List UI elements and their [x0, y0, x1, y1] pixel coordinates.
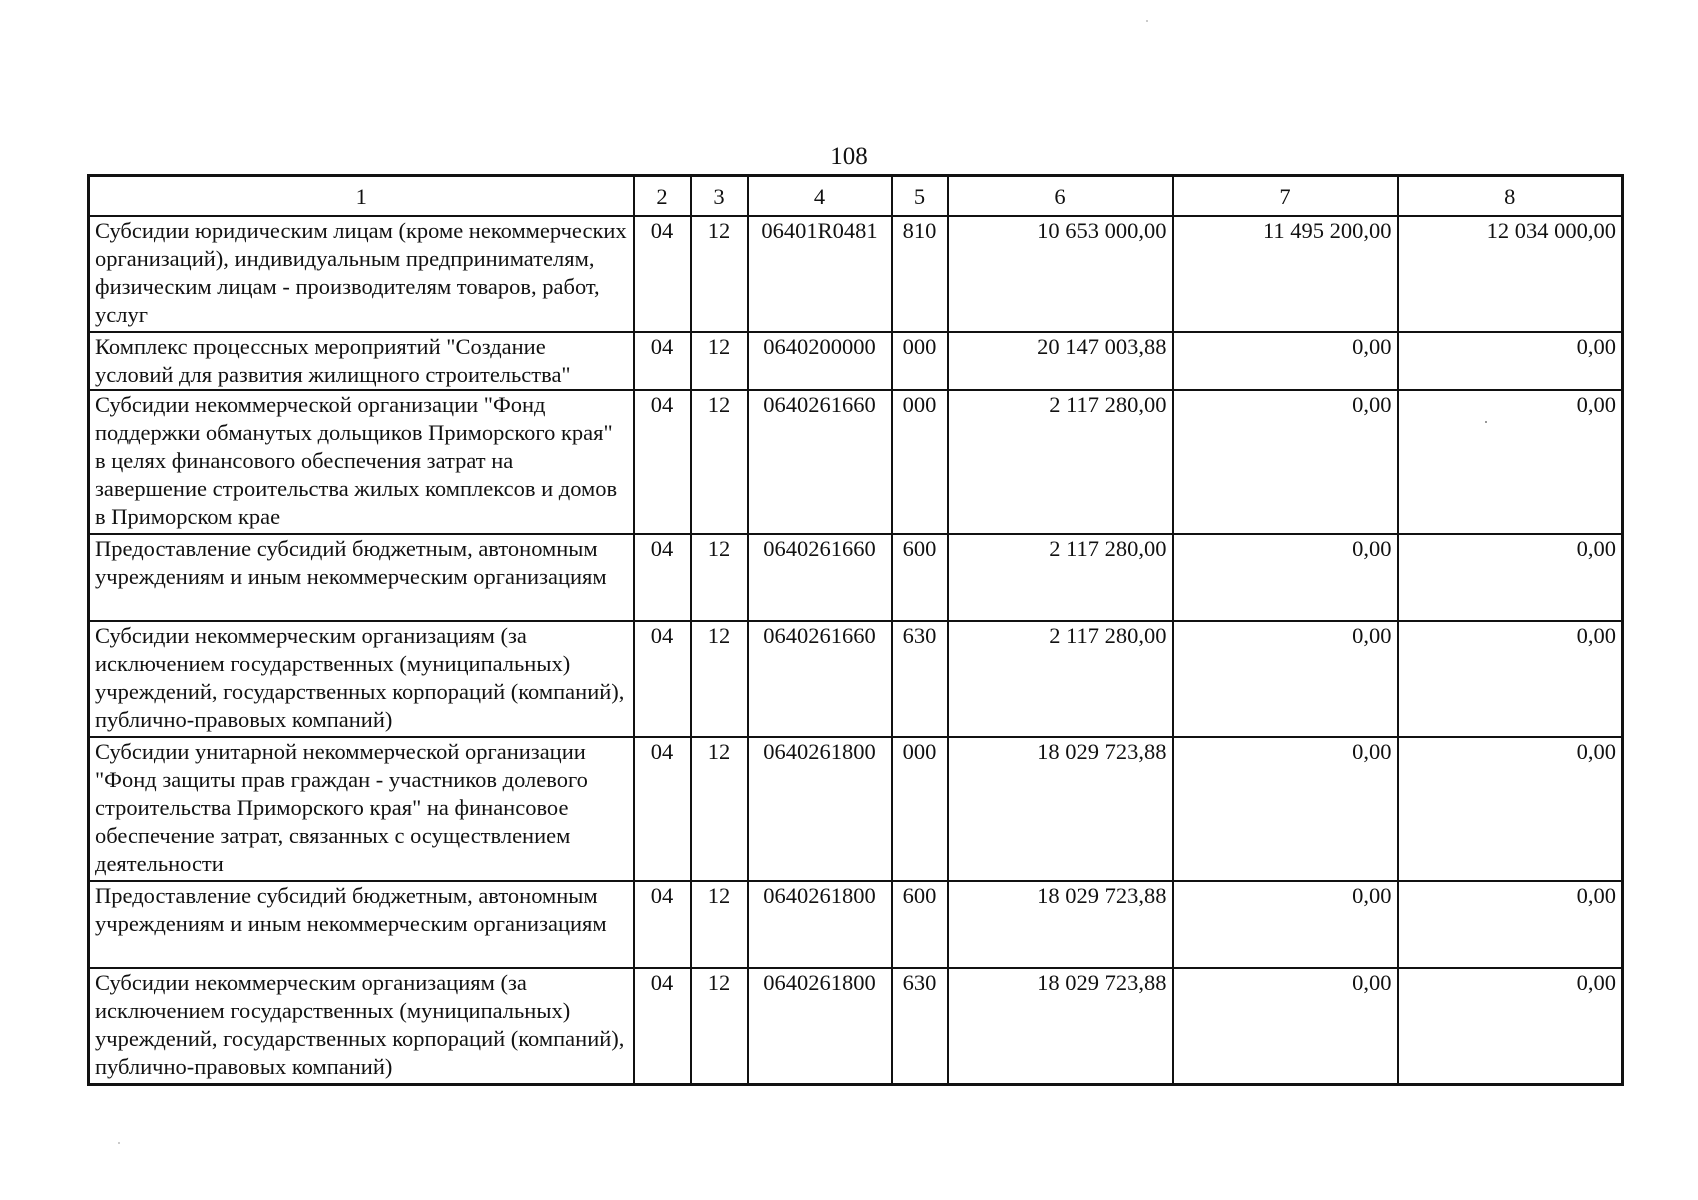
table-row — [89, 534, 1623, 621]
expense-type-code: 600 — [892, 534, 948, 621]
amount-col-7: 0,00 — [1173, 968, 1398, 1084]
scan-speck — [118, 1142, 120, 1144]
amount-col-8: 0,00 — [1398, 621, 1623, 737]
amount-col-6: 2 117 280,00 — [948, 534, 1173, 621]
amount-col-6: 10 653 000,00 — [948, 216, 1173, 332]
section-code: 04 — [634, 881, 691, 968]
scan-speck — [1146, 20, 1148, 22]
amount-col-6: 18 029 723,88 — [948, 737, 1173, 881]
amount-col-7: 0,00 — [1173, 332, 1398, 390]
subsection-code: 12 — [691, 534, 748, 621]
subsection-code: 12 — [691, 216, 748, 332]
amount-col-7: 11 495 200,00 — [1173, 216, 1398, 332]
row-description: Субсидии некоммерческим организациям (за исключением государственных (муниципальных) учреждений, государственных корпораций (компаний), публично-правовых компаний) — [89, 968, 634, 1084]
subsection-code: 12 — [691, 621, 748, 737]
row-description: Комплекс процессных мероприятий "Создание условий для развития жилищного строительства" — [89, 332, 634, 390]
target-article-code: 0640261800 — [748, 737, 892, 881]
subsection-code: 12 — [691, 332, 748, 390]
table-row — [89, 390, 1623, 534]
section-code: 04 — [634, 968, 691, 1084]
table-row — [89, 737, 1623, 881]
expense-type-code: 600 — [892, 881, 948, 968]
subsection-code: 12 — [691, 737, 748, 881]
row-description: Субсидии унитарной некоммерческой организации "Фонд защиты прав граждан - участников долевого строительства Приморского края" на финансовое обеспечение затрат, связанных с осуществлением деятельности — [89, 737, 634, 881]
subsection-code: 12 — [691, 881, 748, 968]
table-row — [89, 968, 1623, 1084]
amount-col-8: 0,00 — [1398, 390, 1623, 534]
column-header: 7 — [1173, 176, 1398, 217]
expense-type-code: 000 — [892, 390, 948, 534]
amount-col-6: 18 029 723,88 — [948, 881, 1173, 968]
expense-type-code: 810 — [892, 216, 948, 332]
table-row — [89, 881, 1623, 968]
amount-col-6: 18 029 723,88 — [948, 968, 1173, 1084]
target-article-code: 0640261660 — [748, 621, 892, 737]
amount-col-6: 2 117 280,00 — [948, 390, 1173, 534]
page-number: 108 — [830, 143, 868, 170]
row-description: Субсидии некоммерческим организациям (за исключением государственных (муниципальных) учреждений, государственных корпораций (компаний), публично-правовых компаний) — [89, 621, 634, 737]
table-header-row — [89, 176, 1623, 217]
column-header: 6 — [948, 176, 1173, 217]
target-article-code: 0640261660 — [748, 390, 892, 534]
column-header: 2 — [634, 176, 691, 217]
amount-col-8: 0,00 — [1398, 534, 1623, 621]
amount-col-8: 0,00 — [1398, 737, 1623, 881]
amount-col-8: 12 034 000,00 — [1398, 216, 1623, 332]
amount-col-6: 2 117 280,00 — [948, 621, 1173, 737]
target-article-code: 0640261660 — [748, 534, 892, 621]
row-description: Предоставление субсидий бюджетным, автономным учреждениям и иным некоммерческим организациям — [89, 881, 634, 968]
amount-col-7: 0,00 — [1173, 534, 1398, 621]
target-article-code: 0640261800 — [748, 881, 892, 968]
amount-col-6: 20 147 003,88 — [948, 332, 1173, 390]
expense-type-code: 000 — [892, 332, 948, 390]
amount-col-8: 0,00 — [1398, 332, 1623, 390]
amount-col-7: 0,00 — [1173, 737, 1398, 881]
target-article-code: 06401R0481 — [748, 216, 892, 332]
amount-col-7: 0,00 — [1173, 621, 1398, 737]
column-header: 8 — [1398, 176, 1623, 217]
column-header: 4 — [748, 176, 892, 217]
section-code: 04 — [634, 332, 691, 390]
row-description: Субсидии некоммерческой организации "Фонд поддержки обманутых дольщиков Приморского края" в целях финансового обеспечения затрат на завершение строительства жилых комплексов и домов в Приморском крае — [89, 390, 634, 534]
column-header: 1 — [89, 176, 634, 217]
scan-speck — [1485, 421, 1487, 423]
expense-type-code: 000 — [892, 737, 948, 881]
section-code: 04 — [634, 216, 691, 332]
table-row — [89, 216, 1623, 332]
table-row — [89, 621, 1623, 737]
table-row — [89, 332, 1623, 390]
amount-col-8: 0,00 — [1398, 881, 1623, 968]
target-article-code: 0640200000 — [748, 332, 892, 390]
amount-col-7: 0,00 — [1173, 390, 1398, 534]
section-code: 04 — [634, 621, 691, 737]
target-article-code: 0640261800 — [748, 968, 892, 1084]
column-header: 5 — [892, 176, 948, 217]
section-code: 04 — [634, 390, 691, 534]
row-description: Субсидии юридическим лицам (кроме некоммерческих организаций), индивидуальным предпринимателям, физическим лицам - производителям товаров, работ, услуг — [89, 216, 634, 332]
row-description: Предоставление субсидий бюджетным, автономным учреждениям и иным некоммерческим организациям — [89, 534, 634, 621]
expense-type-code: 630 — [892, 621, 948, 737]
table-body — [89, 216, 1623, 1084]
subsection-code: 12 — [691, 968, 748, 1084]
section-code: 04 — [634, 534, 691, 621]
expense-type-code: 630 — [892, 968, 948, 1084]
section-code: 04 — [634, 737, 691, 881]
amount-col-7: 0,00 — [1173, 881, 1398, 968]
budget-table — [87, 174, 1624, 1086]
subsection-code: 12 — [691, 390, 748, 534]
column-header: 3 — [691, 176, 748, 217]
amount-col-8: 0,00 — [1398, 968, 1623, 1084]
